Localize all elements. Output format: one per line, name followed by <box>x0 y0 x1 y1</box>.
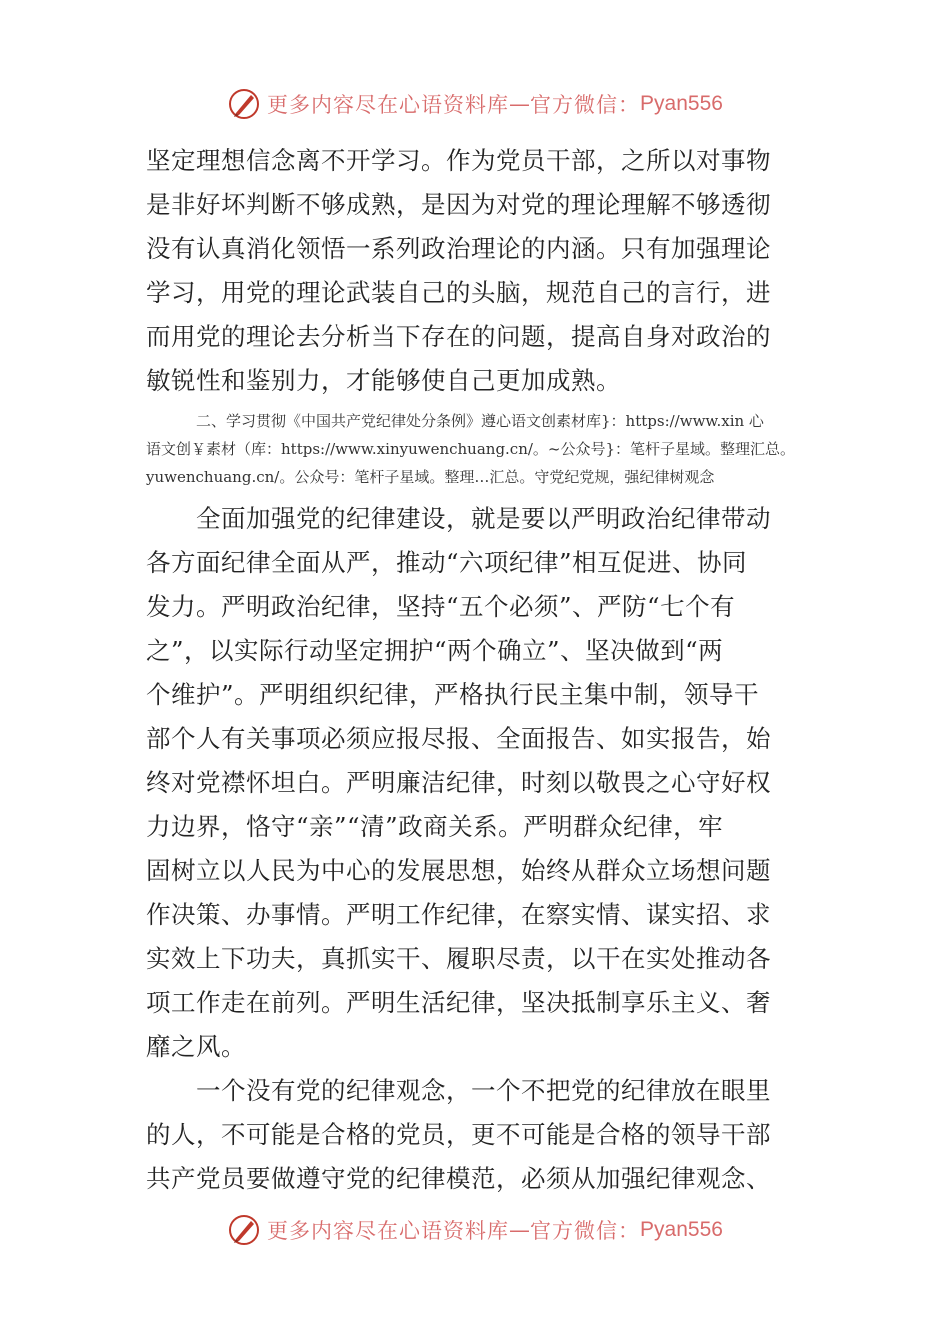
banner-handle: Pyan556 <box>640 92 723 115</box>
pen-logo-icon <box>227 87 261 121</box>
text-line: 之”，以实际行动坚定拥护“两个确立”、坚决做到“两 <box>146 636 724 665</box>
text-line: 的人，不可能是合格的党员，更不可能是合格的领导干部 <box>146 1120 771 1149</box>
pen-logo-icon <box>227 1213 261 1247</box>
banner-dash: — <box>509 92 531 116</box>
heading-line: 语文创￥素材（库：https://www.xinyuwenchuang.cn/。~公众号}：笔杆子星域。整理汇总。 <box>146 440 796 458</box>
heading-line: yuwenchuang.cn/。公众号：笔杆子星域。整理…汇总。守党纪党规，强纪律树观念 <box>146 468 715 486</box>
text-line: 敏锐性和鉴别力，才能够使自己更加成熟。 <box>146 366 621 395</box>
banner-suffix: 官方微信： <box>530 93 641 117</box>
footer-banner <box>0 1210 950 1250</box>
text-line: 作决策、办事情。严明工作纪律，在察实情、谋实招、求 <box>146 900 771 929</box>
banner-text: 更多内容尽在心语资料库 <box>267 93 510 117</box>
text-line: 个维护”。严明组织纪律，严格执行民主集中制，领导干 <box>146 680 760 709</box>
text-line: 全面加强党的纪律建设，就是要以严明政治纪律带动 <box>196 504 771 533</box>
text-line: 发力。严明政治纪律，坚持“五个必须”、严防“七个有 <box>146 592 736 621</box>
text-line: 力边界，恪守“亲”“清”政商关系。严明群众纪律，牢 <box>146 812 724 841</box>
text-line: 实效上下功夫，真抓实干、履职尽责，以干在实处推动各 <box>146 944 771 973</box>
text-line: 终对党襟怀坦白。严明廉洁纪律，时刻以敬畏之心守好权 <box>146 768 771 797</box>
header-banner <box>0 84 950 124</box>
text-line: 共产党员要做遵守党的纪律模范，必须从加强纪律观念、 <box>146 1164 771 1193</box>
text-line: 是非好坏判断不够成熟，是因为对党的理论理解不够透彻 <box>146 190 771 219</box>
text-line: 一个没有党的纪律观念，一个不把党的纪律放在眼里 <box>196 1076 771 1105</box>
banner-handle: Pyan556 <box>640 1218 723 1241</box>
banner-suffix: 官方微信： <box>530 1219 641 1243</box>
banner-dash: — <box>509 1218 531 1242</box>
text-line: 固树立以人民为中心的发展思想，始终从群众立场想问题 <box>146 856 771 885</box>
text-line: 坚定理想信念离不开学习。作为党员干部，之所以对事物 <box>146 146 771 175</box>
heading-line: 二、学习贯彻《中国共产党纪律处分条例》遵心语文创素材库}：https://www.xin 心 <box>196 412 764 430</box>
text-line: 而用党的理论去分析当下存在的问题，提高自身对政治的 <box>146 322 771 351</box>
text-line: 靡之风。 <box>146 1032 246 1061</box>
text-line: 部个人有关事项必须应报尽报、全面报告、如实报告，始 <box>146 724 771 753</box>
text-line: 各方面纪律全面从严，推动“六项纪律”相互促进、协同 <box>146 548 748 577</box>
text-line: 学习，用党的理论武装自己的头脑，规范自己的言行，进 <box>146 278 771 307</box>
text-line: 没有认真消化领悟一系列政治理论的内涵。只有加强理论 <box>146 234 771 263</box>
banner-text: 更多内容尽在心语资料库 <box>267 1219 510 1243</box>
text-line: 项工作走在前列。严明生活纪律，坚决抵制享乐主义、奢 <box>146 988 771 1017</box>
